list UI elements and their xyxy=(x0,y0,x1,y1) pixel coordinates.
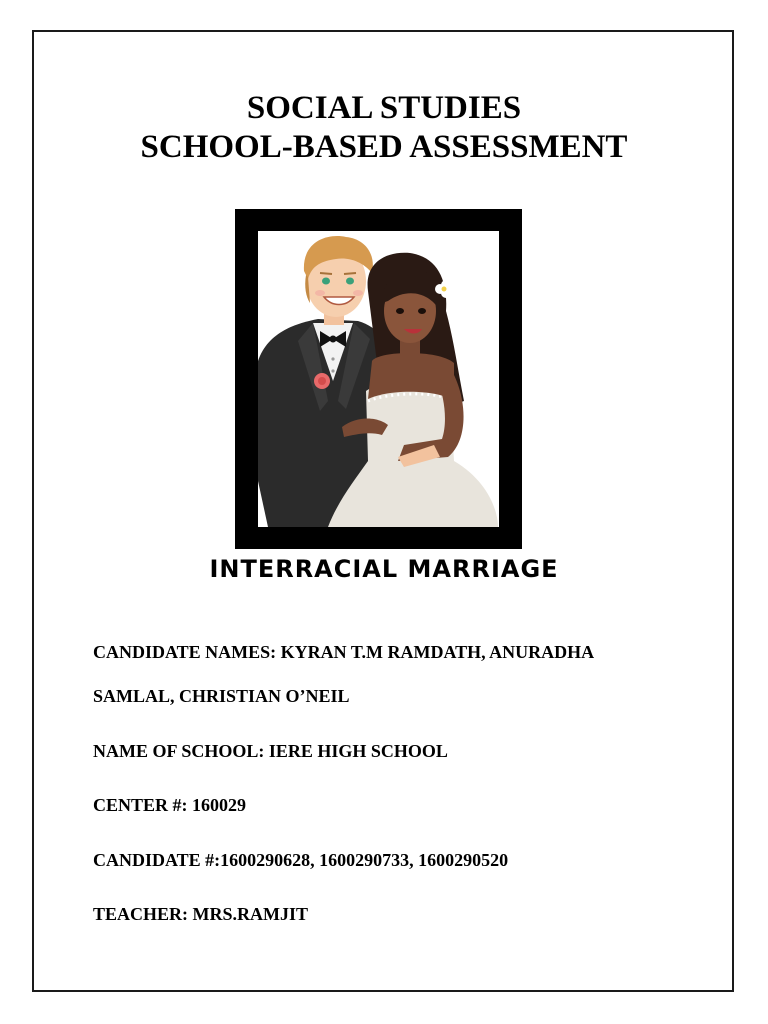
candidate-names-line-1: CANDIDATE NAMES: KYRAN T.M RAMDATH, ANURADHA xyxy=(93,642,595,662)
candidate-names-line-2: SAMLAL, CHRISTIAN O’NEIL xyxy=(93,686,350,706)
title-line-1: SOCIAL STUDIES xyxy=(246,90,522,126)
topic-heading: INTERRACIAL MARRIAGE xyxy=(209,555,559,583)
picture-frame xyxy=(235,209,522,549)
candidate-numbers: CANDIDATE #:1600290628, 1600290733, 1600290520 xyxy=(93,850,509,870)
teacher-name: TEACHER: MRS.RAMJIT xyxy=(93,904,309,924)
school-name: NAME OF SCHOOL: IERE HIGH SCHOOL xyxy=(93,741,448,761)
title-line-2: SCHOOL-BASED ASSESSMENT xyxy=(140,129,628,165)
center-number: CENTER #: 160029 xyxy=(93,795,247,815)
wedding-couple-illustration xyxy=(258,231,499,527)
